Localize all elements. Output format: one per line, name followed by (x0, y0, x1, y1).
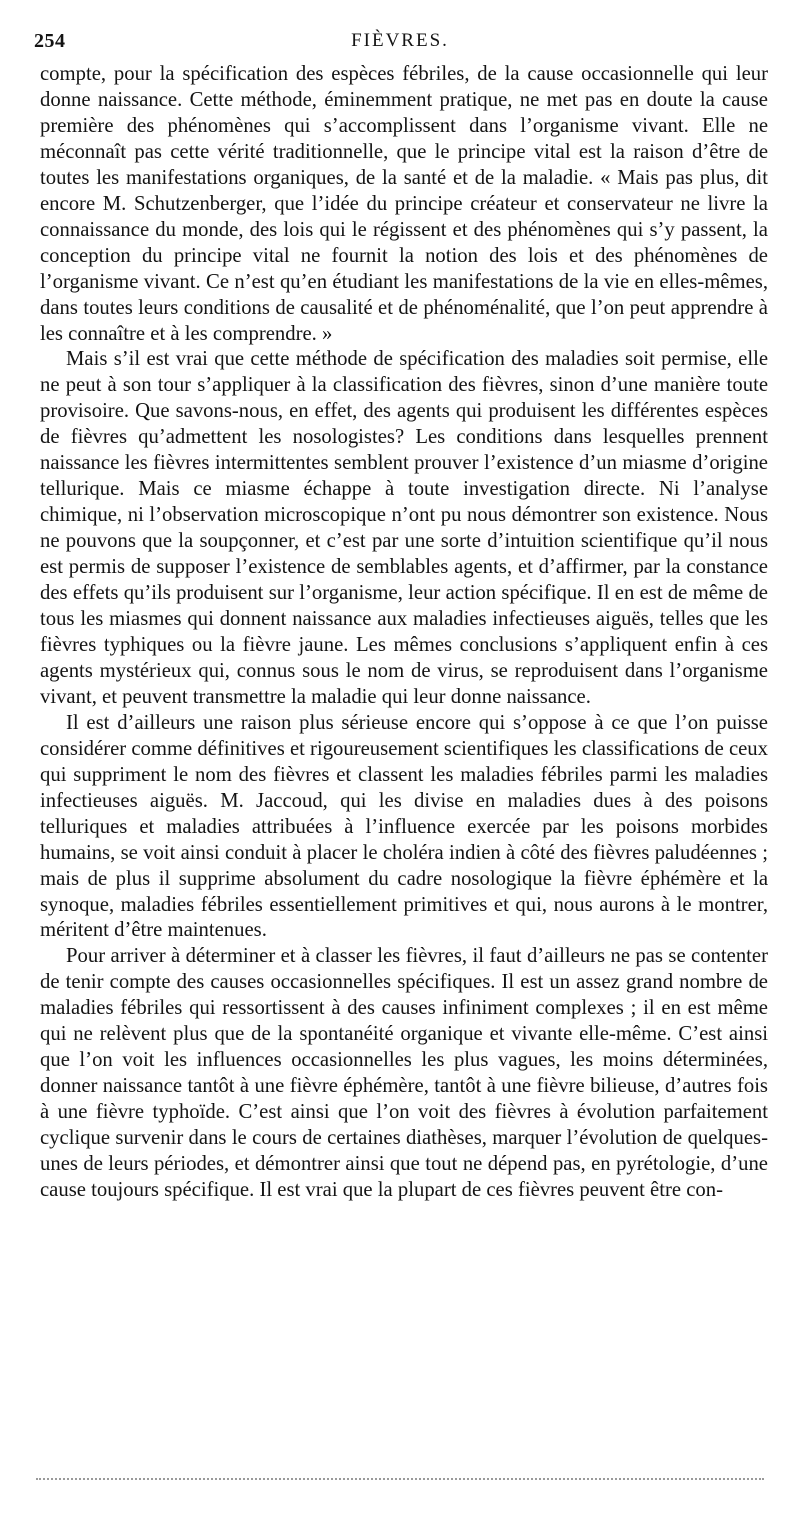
running-title: FIÈVRES. (351, 30, 449, 51)
paragraph: Pour arriver à déterminer et à classer les fièvres, il faut d’ailleurs ne pas se contenter de tenir compte des causes occasionnelles spécifiques. Il est un assez grand nombre de maladies fébriles qui ressortissent à des causes infiniment complexes ; il en est même qui ne relèvent plus que de la spontanéité organique et vivante elle-même. C’est ainsi que l’on voit les influences occasionnelles les plus vagues, les moins déterminées, donner naissance tantôt à une fièvre éphémère, tantôt à une fièvre bilieuse, d’autres fois à une fièvre typhoïde. C’est ainsi que l’on voit des fièvres à évolution parfaitement cyclique survenir dans le cours de certaines diathèses, marquer l’évolution de quelques-unes de leurs périodes, et démontrer ainsi que tout ne dépend pas, en pyrétologie, d’une cause toujours spécifique. Il est vrai que la plupart de ces fièvres peuvent être con- (40, 945, 768, 1201)
page-number: 254 (34, 30, 66, 52)
body-text (40, 62, 768, 1204)
paragraph: compte, pour la spécification des espèces fébriles, de la cause occasionnelle qui leur donne naissance. Cette méthode, éminemment pratique, ne met pas en doute la cause première des phénomènes qui s’accomplissent dans l’organisme vivant. Elle ne méconnaît pas cette vérité traditionnelle, que le principe vital est la raison d’être de toutes les manifestations organiques, de la santé et de la maladie. « Mais pas plus, dit encore M. Schutzenberger, que l’idée du principe créateur et conservateur ne livre la connaissance du monde, des lois qui le régissent et des phénomènes qui s’y passent, la conception du principe vital ne fournit la notion des lois et des phénomènes de l’organisme vivant. Ce n’est qu’en étudiant les manifestations de la vie en elles-mêmes, dans toutes leurs conditions de causalité et de phénoménalité, que l’on peut apprendre à les connaître et à les comprendre. » (40, 63, 768, 345)
page-header (34, 30, 766, 58)
paragraph: Mais s’il est vrai que cette méthode de spécification des maladies soit permise, elle ne peut à son tour s’appliquer à la classification des fièvres, sinon d’une manière toute provisoire. Que savons-nous, en effet, des agents qui produisent les différentes espèces de fièvres qu’admettent les nosologistes? Les conditions dans lesquelles prennent naissance les fièvres intermittentes semblent prouver l’existence d’un miasme d’origine tellurique. Mais ce miasme échappe à toute investigation directe. Ni l’analyse chimique, ni l’observation microscopique n’ont pu nous démontrer son existence. Nous ne pouvons que la soupçonner, et c’est par une sorte d’intuition scientifique qu’il nous est permis de supposer l’existence de semblables agents, et d’affirmer, par la constance des effets qu’ils produisent sur l’organisme, leur action spécifique. Il en est de même de tous les miasmes qui donnent naissance aux maladies infectieuses aiguës, telles que les fièvres typhiques ou la fièvre jaune. Les mêmes conclusions s’appliquent enfin à ces agents mystérieux qui, connus sous le nom de virus, se reproduisent dans l’organisme vivant, et peuvent transmettre la maladie qui leur donne naissance. (40, 348, 768, 708)
footer-dotted-rule (36, 1478, 764, 1482)
paragraph: Il est d’ailleurs une raison plus sérieuse encore qui s’oppose à ce que l’on puisse considérer comme définitives et rigoureusement scientifiques les classifications de ceux qui suppriment le nom des fièvres et classent les maladies fébriles parmi les maladies infectieuses aiguës. M. Jaccoud, qui les divise en maladies dues à des poisons telluriques et maladies attribuées à l’influence exercée par les poisons morbides humains, se voit ainsi conduit à placer le choléra indien à côté des fièvres paludéennes ; mais de plus il supprime absolument du cadre nosologique la fièvre éphémère et la synoque, maladies fébriles essentiellement primitives et qui, nous aurons à le montrer, méritent d’être maintenues. (40, 711, 768, 942)
